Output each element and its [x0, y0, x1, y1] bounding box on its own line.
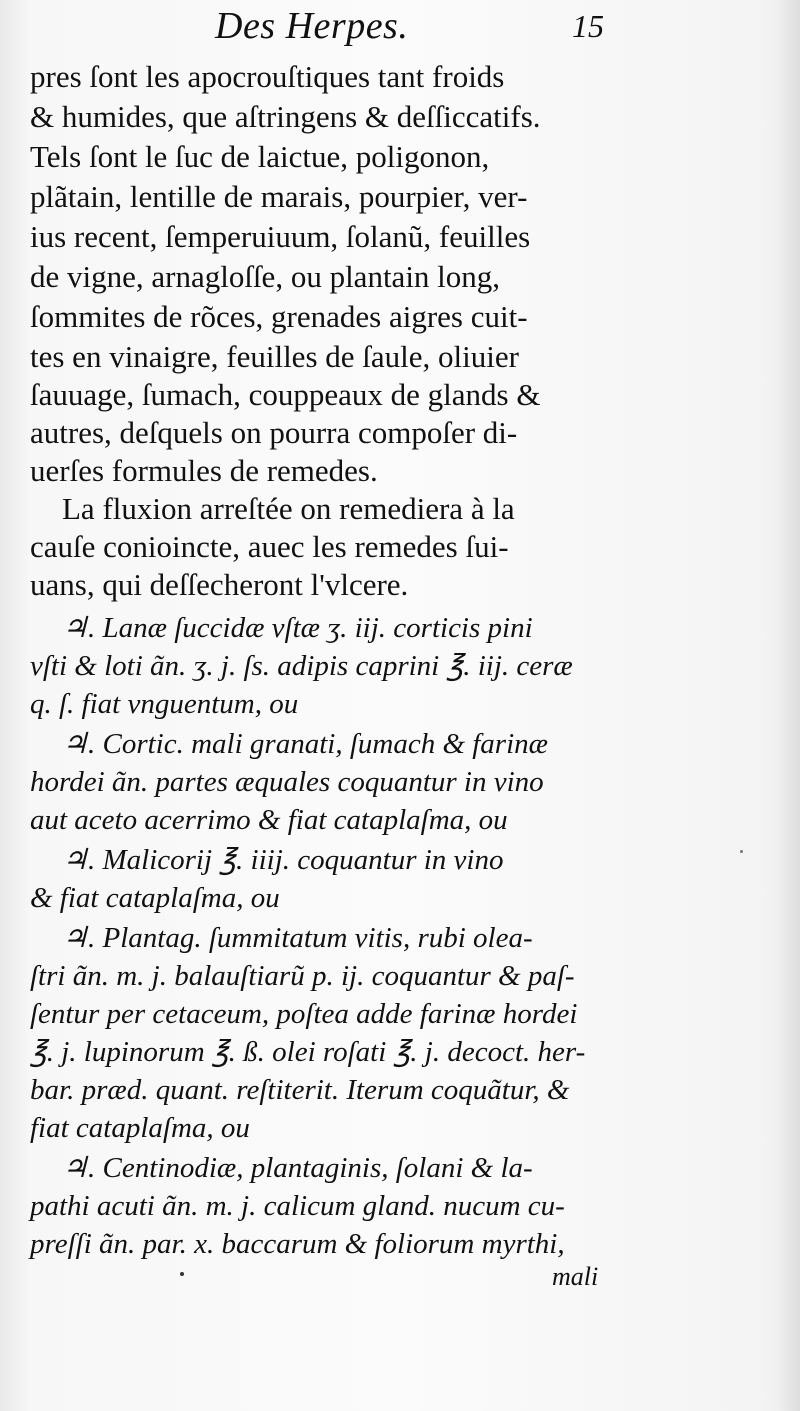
body-line: cauſe conioincte, auec les remedes ſui- — [30, 529, 509, 564]
body-line: & humides, que aſtringens & deſſiccatifs. — [30, 99, 541, 134]
running-head: Des Herpes. — [215, 5, 409, 47]
body-line: ſommites de rõces, grenades aigres cuit- — [30, 299, 528, 334]
body-line: plãtain, lentille de marais, pourpier, ver- — [30, 179, 528, 214]
prescription-line: ♃. Cortic. mali granati, ſumach & farinæ — [62, 728, 548, 760]
page-header — [0, 0, 800, 50]
catchword: mali — [552, 1262, 599, 1291]
ink-speck — [740, 850, 743, 853]
prescription-line: q. ſ. fiat vnguentum, ou — [30, 688, 299, 720]
page-number: 15 — [572, 8, 604, 44]
prescription-line: aut aceto acerrimo & fiat cataplaſma, ou — [30, 804, 508, 836]
body-line: pres ſont les apocrouſtiques tant froids — [30, 59, 505, 94]
body-line: uans, qui deſſecheront l'vlcere. — [30, 567, 409, 602]
body-line: ius recent, ſemperuiuum, ſolanũ, feuilles — [30, 219, 531, 254]
ink-speck — [180, 1272, 184, 1276]
prescription-line: vſti & loti ãn. ʒ. j. ſs. adipis caprini ℥. iij. ceræ — [30, 650, 573, 682]
prescription-line: ſtri ãn. m. j. balauſtiarũ p. ij. coquantur & paſ- — [30, 960, 575, 992]
prescription-line: ♃. Malicorij ℥. iiij. coquantur in vino — [62, 844, 504, 876]
body-line: Tels ſont le ſuc de laictue, poligonon, — [30, 139, 490, 174]
body-line: tes en vinaigre, feuilles de ſaule, oliuier — [30, 339, 519, 374]
prescription-line: bar. præd. quant. reſtiterit. Iterum coquãtur, & — [30, 1074, 570, 1106]
prescription-line: & fiat cataplaſma, ou — [30, 882, 280, 914]
prescription-line: fiat cataplaſma, ou — [30, 1112, 250, 1144]
page-edge-shadow — [778, 0, 800, 1411]
body-line: uerſes formules de remedes. — [30, 453, 378, 488]
prescription-line: ♃. Centinodiæ, plantaginis, ſolani & la- — [62, 1152, 533, 1184]
prescription-line: ℥. j. lupinorum ℥. ß. olei roſati ℥. j. decoct. her- — [30, 1036, 586, 1068]
body-line: ſauuage, ſumach, couppeaux de glands & — [30, 377, 541, 412]
body-line: autres, deſquels on pourra compoſer di- — [30, 415, 518, 450]
prescription-line: ♃. Lanæ ſuccidæ vſtæ ʒ. iij. corticis pini — [62, 612, 533, 644]
body-line: La fluxion arreſtée on remediera à la — [62, 491, 515, 526]
prescription-line: pathi acuti ãn. m. j. calicum gland. nucum cu- — [30, 1190, 565, 1222]
prescription-line: ♃. Plantag. ſummitatum vitis, rubi olea- — [62, 922, 533, 954]
prescription-line: hordei ãn. partes æquales coquantur in vino — [30, 766, 544, 798]
prescription-line: ſentur per cetaceum, poſtea adde farinæ hordei — [30, 998, 578, 1030]
body-line: de vigne, arnagloſſe, ou plantain long, — [30, 259, 501, 294]
prescription-line: preſſi ãn. par. x. baccarum & foliorum myrthi, — [30, 1228, 565, 1260]
